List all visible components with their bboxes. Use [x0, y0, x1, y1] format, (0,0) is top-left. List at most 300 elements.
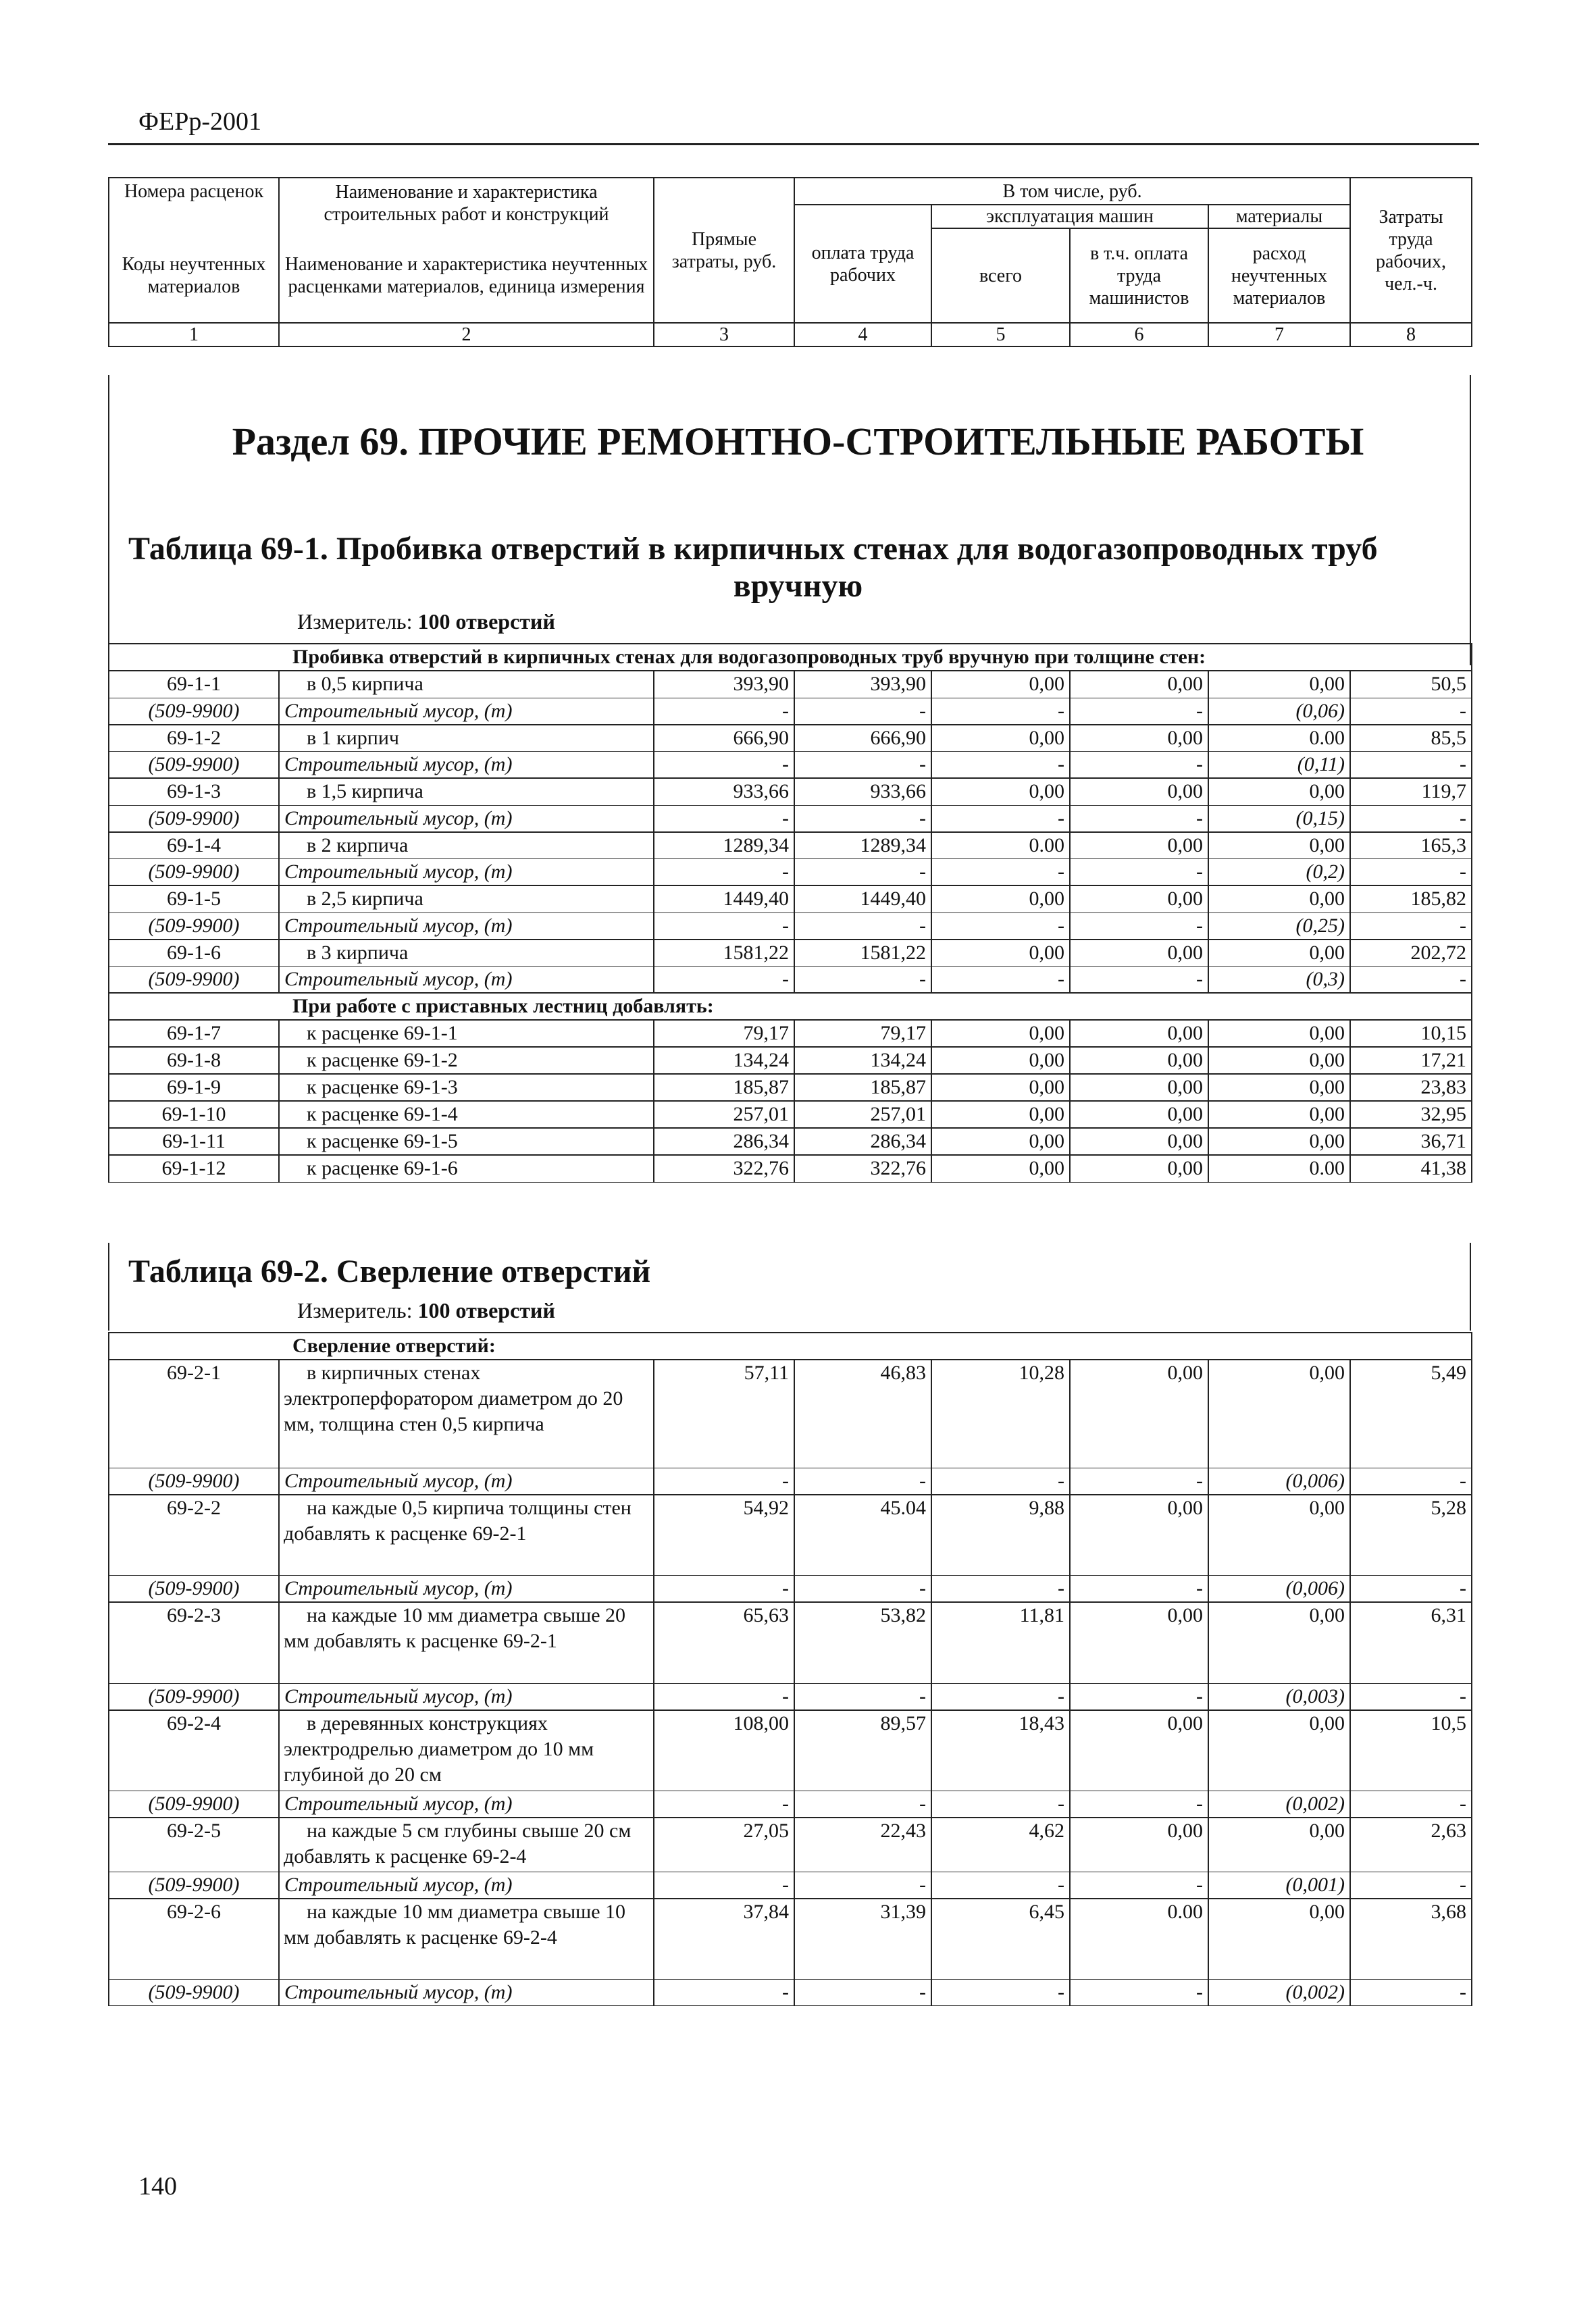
dash: -	[1070, 1468, 1208, 1495]
dash: -	[654, 1872, 794, 1899]
value-c8: 3,68	[1350, 1899, 1472, 1980]
col1-header-bottom: Коды неучтенных материалов	[109, 228, 279, 323]
dash: -	[931, 698, 1070, 725]
value-c6: 0,00	[1070, 1155, 1208, 1182]
work-name: на каждые 5 см глубины свыше 20 см добавлять к расценке 69-2-4	[279, 1818, 654, 1872]
value-c8: 50,5	[1350, 671, 1472, 698]
dash: -	[654, 912, 794, 940]
col1-header-spacer	[109, 205, 279, 228]
group-label: При работе с приставных лестниц добавлять:	[279, 993, 1472, 1020]
dash: -	[1350, 752, 1472, 779]
dash: -	[794, 1683, 931, 1710]
value-c3: 1581,22	[654, 940, 794, 967]
value-c3: 1449,40	[654, 885, 794, 912]
value-c4: 286,34	[794, 1128, 931, 1155]
work-name: в кирпичных стенах электроперфоратором диаметром до 20 мм, толщина стен 0,5 кирпича	[279, 1360, 654, 1468]
measure-label: Измеритель:	[297, 609, 413, 634]
material-row	[109, 912, 1472, 940]
rate-code: 69-1-5	[109, 885, 279, 912]
material-row	[109, 1980, 1472, 2006]
value-c5: 9,88	[931, 1495, 1070, 1576]
col8-header: Затраты труда рабочих, чел.-ч.	[1350, 178, 1472, 323]
value-c5: 0,00	[931, 1128, 1070, 1155]
material-qty: (0,25)	[1208, 912, 1350, 940]
value-c6: 0,00	[1070, 1101, 1208, 1128]
material-row	[109, 1872, 1472, 1899]
page-number: 140	[138, 2172, 177, 2201]
material-name: Строительный мусор, (т)	[279, 1872, 654, 1899]
dash: -	[1070, 698, 1208, 725]
table-row	[109, 940, 1472, 967]
value-c5: 10,28	[931, 1360, 1070, 1468]
value-c7: 0,00	[1208, 778, 1350, 805]
material-code: (509-9900)	[109, 912, 279, 940]
dash: -	[794, 1872, 931, 1899]
dash: -	[931, 912, 1070, 940]
dash: -	[654, 1791, 794, 1818]
table-row	[109, 1710, 1472, 1791]
dash: -	[1350, 1576, 1472, 1603]
col6-header: в т.ч. оплата труда машинистов	[1070, 228, 1208, 323]
value-c6: 0,00	[1070, 1495, 1208, 1576]
value-c5: 0.00	[931, 832, 1070, 859]
material-qty: (0,002)	[1208, 1980, 1350, 2006]
group-row	[109, 1333, 1472, 1360]
document-code: ФЕРр-2001	[138, 107, 262, 136]
dash: -	[1350, 1980, 1472, 2006]
value-c8: 36,71	[1350, 1128, 1472, 1155]
value-c3: 108,00	[654, 1710, 794, 1791]
material-code: (509-9900)	[109, 859, 279, 886]
material-row	[109, 805, 1472, 832]
group-label: Пробивка отверстий в кирпичных стенах для водогазопроводных труб вручную при толщине стен:	[279, 644, 1472, 671]
col7-header: расход неучтенных материалов	[1208, 228, 1350, 323]
dash: -	[654, 1683, 794, 1710]
value-c4: 666,90	[794, 725, 931, 752]
col-number: 1	[109, 323, 279, 346]
value-c3: 933,66	[654, 778, 794, 805]
table-row	[109, 1128, 1472, 1155]
table-row	[109, 1074, 1472, 1101]
work-name: к расценке 69-1-5	[279, 1128, 654, 1155]
value-c8: 41,38	[1350, 1155, 1472, 1182]
material-name: Строительный мусор, (т)	[279, 698, 654, 725]
dash: -	[794, 967, 931, 994]
material-code: (509-9900)	[109, 805, 279, 832]
value-c5: 0,00	[931, 1074, 1070, 1101]
work-name: к расценке 69-1-4	[279, 1101, 654, 1128]
value-c8: 2,63	[1350, 1818, 1472, 1872]
value-c3: 134,24	[654, 1047, 794, 1074]
dash: -	[1350, 1791, 1472, 1818]
table-row	[109, 1899, 1472, 1980]
value-c5: 0,00	[931, 1155, 1070, 1182]
value-c8: 6,31	[1350, 1602, 1472, 1683]
work-name: в 0,5 кирпича	[279, 671, 654, 698]
value-c3: 666,90	[654, 725, 794, 752]
dash: -	[931, 1872, 1070, 1899]
rate-code: 69-1-9	[109, 1074, 279, 1101]
material-code: (509-9900)	[109, 752, 279, 779]
dash: -	[931, 1576, 1070, 1603]
dash: -	[931, 967, 1070, 994]
value-c6: 0,00	[1070, 1128, 1208, 1155]
dash: -	[931, 859, 1070, 886]
value-c7: 0,00	[1208, 671, 1350, 698]
table-row	[109, 778, 1472, 805]
dash: -	[794, 1980, 931, 2006]
table-row	[109, 725, 1472, 752]
dash: -	[1070, 912, 1208, 940]
value-c7: 0,00	[1208, 1602, 1350, 1683]
dash: -	[654, 805, 794, 832]
dash: -	[1350, 805, 1472, 832]
material-code: (509-9900)	[109, 1872, 279, 1899]
table-row	[109, 1602, 1472, 1683]
dash: -	[1070, 805, 1208, 832]
dash: -	[794, 1468, 931, 1495]
value-c8: 32,95	[1350, 1101, 1472, 1128]
material-name: Строительный мусор, (т)	[279, 1791, 654, 1818]
value-c4: 89,57	[794, 1710, 931, 1791]
material-row	[109, 698, 1472, 725]
table2-title: Таблица 69-2. Сверление отверстий	[128, 1254, 651, 1289]
value-c8: 10,5	[1350, 1710, 1472, 1791]
dash: -	[1070, 1872, 1208, 1899]
value-c7: 0,00	[1208, 1074, 1350, 1101]
value-c4: 393,90	[794, 671, 931, 698]
work-name: в 1 кирпич	[279, 725, 654, 752]
value-c4: 45.04	[794, 1495, 931, 1576]
value-c7: 0,00	[1208, 1899, 1350, 1980]
table-row	[109, 1101, 1472, 1128]
value-c5: 18,43	[931, 1710, 1070, 1791]
dash: -	[1350, 698, 1472, 725]
dash: -	[1070, 967, 1208, 994]
material-row	[109, 967, 1472, 994]
dash: -	[654, 698, 794, 725]
value-c3: 27,05	[654, 1818, 794, 1872]
dash: -	[931, 1791, 1070, 1818]
material-code: (509-9900)	[109, 1980, 279, 2006]
material-row	[109, 752, 1472, 779]
value-c5: 6,45	[931, 1899, 1070, 1980]
value-c5: 0,00	[931, 940, 1070, 967]
value-c7: 0,00	[1208, 1710, 1350, 1791]
work-name: на каждые 10 мм диаметра свыше 20 мм добавлять к расценке 69-2-1	[279, 1602, 654, 1683]
rate-code: 69-1-12	[109, 1155, 279, 1182]
material-qty: (0,06)	[1208, 698, 1350, 725]
materials-header: материалы	[1208, 205, 1350, 228]
value-c8: 185,82	[1350, 885, 1472, 912]
value-c7: 0,00	[1208, 832, 1350, 859]
table-row	[109, 832, 1472, 859]
header-rule	[108, 143, 1479, 145]
value-c6: 0,00	[1070, 1818, 1208, 1872]
dash: -	[794, 752, 931, 779]
material-qty: (0,3)	[1208, 967, 1350, 994]
value-c6: 0.00	[1070, 1899, 1208, 1980]
material-code: (509-9900)	[109, 967, 279, 994]
work-name: к расценке 69-1-1	[279, 1020, 654, 1047]
value-c6: 0,00	[1070, 1074, 1208, 1101]
value-c4: 257,01	[794, 1101, 931, 1128]
value-c7: 0,00	[1208, 1495, 1350, 1576]
rate-code: 69-2-5	[109, 1818, 279, 1872]
rate-code: 69-1-10	[109, 1101, 279, 1128]
value-c8: 10,15	[1350, 1020, 1472, 1047]
value-c3: 257,01	[654, 1101, 794, 1128]
rate-code: 69-2-1	[109, 1360, 279, 1468]
table-69-1	[108, 643, 1472, 1183]
value-c5: 11,81	[931, 1602, 1070, 1683]
measure-value: 100 отверстий	[417, 609, 555, 634]
material-name: Строительный мусор, (т)	[279, 859, 654, 886]
material-code: (509-9900)	[109, 1468, 279, 1495]
material-qty: (0,2)	[1208, 859, 1350, 886]
material-qty: (0,003)	[1208, 1683, 1350, 1710]
value-c3: 57,11	[654, 1360, 794, 1468]
material-name: Строительный мусор, (т)	[279, 1468, 654, 1495]
material-qty: (0,006)	[1208, 1576, 1350, 1603]
value-c6: 0,00	[1070, 832, 1208, 859]
rate-code: 69-1-8	[109, 1047, 279, 1074]
value-c6: 0,00	[1070, 1360, 1208, 1468]
material-row	[109, 1576, 1472, 1603]
group-header: В том числе, руб.	[794, 178, 1350, 205]
rate-code: 69-1-3	[109, 778, 279, 805]
material-row	[109, 1683, 1472, 1710]
value-c7: 0,00	[1208, 1360, 1350, 1468]
value-c8: 202,72	[1350, 940, 1472, 967]
dash: -	[654, 967, 794, 994]
value-c7: 0,00	[1208, 1047, 1350, 1074]
measure-label: Измеритель:	[297, 1298, 413, 1322]
value-c6: 0,00	[1070, 1047, 1208, 1074]
dash: -	[1070, 859, 1208, 886]
work-name: в 1,5 кирпича	[279, 778, 654, 805]
dash: -	[1350, 912, 1472, 940]
value-c8: 85,5	[1350, 725, 1472, 752]
group-spacer	[109, 644, 279, 671]
value-c5: 0,00	[931, 671, 1070, 698]
dash: -	[794, 859, 931, 886]
left-page-rule-2	[108, 1243, 109, 1331]
rate-code: 69-1-11	[109, 1128, 279, 1155]
table-row	[109, 1155, 1472, 1182]
dash: -	[794, 912, 931, 940]
value-c8: 5,28	[1350, 1495, 1472, 1576]
value-c4: 46,83	[794, 1360, 931, 1468]
value-c8: 23,83	[1350, 1074, 1472, 1101]
value-c3: 37,84	[654, 1899, 794, 1980]
dash: -	[654, 1468, 794, 1495]
right-page-rule-2	[1470, 1243, 1471, 1331]
material-code: (509-9900)	[109, 698, 279, 725]
material-code: (509-9900)	[109, 1576, 279, 1603]
col-number: 6	[1070, 323, 1208, 346]
rate-code: 69-1-7	[109, 1020, 279, 1047]
value-c3: 79,17	[654, 1020, 794, 1047]
table1-title-cont: вручную	[733, 568, 863, 604]
rate-code: 69-2-4	[109, 1710, 279, 1791]
material-qty: (0,15)	[1208, 805, 1350, 832]
work-name: в 2 кирпича	[279, 832, 654, 859]
work-name: в 3 кирпича	[279, 940, 654, 967]
dash: -	[794, 698, 931, 725]
value-c4: 79,17	[794, 1020, 931, 1047]
value-c3: 393,90	[654, 671, 794, 698]
dash: -	[654, 1576, 794, 1603]
col4-header: оплата труда рабочих	[794, 205, 931, 323]
material-code: (509-9900)	[109, 1791, 279, 1818]
dash: -	[794, 805, 931, 832]
work-name: на каждые 0,5 кирпича толщины стен добавлять к расценке 69-2-1	[279, 1495, 654, 1576]
table-row	[109, 885, 1472, 912]
col-number: 5	[931, 323, 1070, 346]
rate-code: 69-1-2	[109, 725, 279, 752]
value-c5: 0,00	[931, 725, 1070, 752]
dash: -	[931, 1683, 1070, 1710]
value-c3: 65,63	[654, 1602, 794, 1683]
table-69-2	[108, 1332, 1472, 2006]
value-c7: 0,00	[1208, 1020, 1350, 1047]
value-c4: 22,43	[794, 1818, 931, 1872]
value-c7: 0,00	[1208, 1818, 1350, 1872]
dash: -	[654, 752, 794, 779]
value-c6: 0,00	[1070, 725, 1208, 752]
value-c4: 185,87	[794, 1074, 931, 1101]
value-c6: 0,00	[1070, 940, 1208, 967]
dash: -	[794, 1576, 931, 1603]
dash: -	[1350, 1468, 1472, 1495]
work-name: к расценке 69-1-3	[279, 1074, 654, 1101]
dash: -	[1350, 1872, 1472, 1899]
value-c7: 0,00	[1208, 885, 1350, 912]
col-number: 2	[279, 323, 654, 346]
value-c5: 0,00	[931, 885, 1070, 912]
work-name: в 2,5 кирпича	[279, 885, 654, 912]
material-qty: (0,006)	[1208, 1468, 1350, 1495]
table-row	[109, 1818, 1472, 1872]
table-row	[109, 1360, 1472, 1468]
value-c5: 0,00	[931, 1101, 1070, 1128]
dash: -	[1070, 1683, 1208, 1710]
dash: -	[1350, 967, 1472, 994]
value-c3: 185,87	[654, 1074, 794, 1101]
work-name: к расценке 69-1-6	[279, 1155, 654, 1182]
group-label: Сверление отверстий:	[279, 1333, 1472, 1360]
col3-header: Прямые затраты, руб.	[654, 178, 794, 323]
col-number: 8	[1350, 323, 1472, 346]
column-numbers-row	[109, 323, 1472, 346]
value-c4: 134,24	[794, 1047, 931, 1074]
value-c5: 4,62	[931, 1818, 1070, 1872]
rate-code: 69-2-2	[109, 1495, 279, 1576]
value-c3: 54,92	[654, 1495, 794, 1576]
value-c8: 17,21	[1350, 1047, 1472, 1074]
value-c6: 0,00	[1070, 885, 1208, 912]
col2-header-bottom: Наименование и характеристика неучтенных расценками материалов, единица измерения	[279, 228, 654, 323]
section-title: Раздел 69. ПРОЧИЕ РЕМОНТНО-СТРОИТЕЛЬНЫЕ РАБОТЫ	[232, 419, 1364, 463]
rate-code: 69-1-1	[109, 671, 279, 698]
dash: -	[1070, 1980, 1208, 2006]
material-qty: (0,001)	[1208, 1872, 1350, 1899]
dash: -	[1070, 1791, 1208, 1818]
work-name: к расценке 69-1-2	[279, 1047, 654, 1074]
value-c5: 0,00	[931, 1020, 1070, 1047]
value-c7: 0.00	[1208, 1155, 1350, 1182]
table1-title: Таблица 69-1. Пробивка отверстий в кирпичных стенах для водогазопроводных труб	[128, 531, 1378, 567]
dash: -	[931, 805, 1070, 832]
material-code: (509-9900)	[109, 1683, 279, 1710]
value-c5: 0,00	[931, 778, 1070, 805]
value-c6: 0,00	[1070, 778, 1208, 805]
table-row	[109, 1495, 1472, 1576]
value-c6: 0,00	[1070, 1020, 1208, 1047]
table-row	[109, 1047, 1472, 1074]
rate-code: 69-2-6	[109, 1899, 279, 1980]
value-c3: 322,76	[654, 1155, 794, 1182]
col2-header-top: Наименование и характеристика строительных работ и конструкций	[279, 178, 654, 228]
value-c6: 0,00	[1070, 671, 1208, 698]
material-name: Строительный мусор, (т)	[279, 805, 654, 832]
value-c6: 0,00	[1070, 1602, 1208, 1683]
material-name: Строительный мусор, (т)	[279, 967, 654, 994]
material-row	[109, 1791, 1472, 1818]
value-c3: 1289,34	[654, 832, 794, 859]
value-c8: 165,3	[1350, 832, 1472, 859]
value-c5: 0,00	[931, 1047, 1070, 1074]
material-qty: (0,002)	[1208, 1791, 1350, 1818]
value-c7: 0,00	[1208, 1101, 1350, 1128]
dash: -	[654, 859, 794, 886]
value-c7: 0.00	[1208, 725, 1350, 752]
dash: -	[794, 1791, 931, 1818]
work-name: на каждые 10 мм диаметра свыше 10 мм добавлять к расценке 69-2-4	[279, 1899, 654, 1980]
table2-measure	[297, 1298, 555, 1323]
dash: -	[654, 1980, 794, 2006]
material-qty: (0,11)	[1208, 752, 1350, 779]
value-c7: 0,00	[1208, 1128, 1350, 1155]
table-row	[109, 671, 1472, 698]
value-c7: 0,00	[1208, 940, 1350, 967]
value-c4: 322,76	[794, 1155, 931, 1182]
material-name: Строительный мусор, (т)	[279, 912, 654, 940]
group-spacer	[109, 1333, 279, 1360]
col-number: 4	[794, 323, 931, 346]
material-row	[109, 859, 1472, 886]
col1-header-top: Номера расценок	[109, 178, 279, 205]
table-row	[109, 1020, 1472, 1047]
value-c4: 1289,34	[794, 832, 931, 859]
rate-code: 69-1-4	[109, 832, 279, 859]
value-c3: 286,34	[654, 1128, 794, 1155]
rate-code: 69-2-3	[109, 1602, 279, 1683]
group-row	[109, 993, 1472, 1020]
material-name: Строительный мусор, (т)	[279, 1980, 654, 2006]
measure-value: 100 отверстий	[417, 1298, 555, 1322]
material-name: Строительный мусор, (т)	[279, 752, 654, 779]
value-c8: 5,49	[1350, 1360, 1472, 1468]
work-name: в деревянных конструкциях электродрелью диаметром до 10 мм глубиной до 20 см	[279, 1710, 654, 1791]
rate-code: 69-1-6	[109, 940, 279, 967]
dash: -	[1350, 859, 1472, 886]
value-c4: 1449,40	[794, 885, 931, 912]
dash: -	[931, 1980, 1070, 2006]
machines-header: эксплуатация машин	[931, 205, 1208, 228]
table1-measure	[297, 609, 555, 634]
